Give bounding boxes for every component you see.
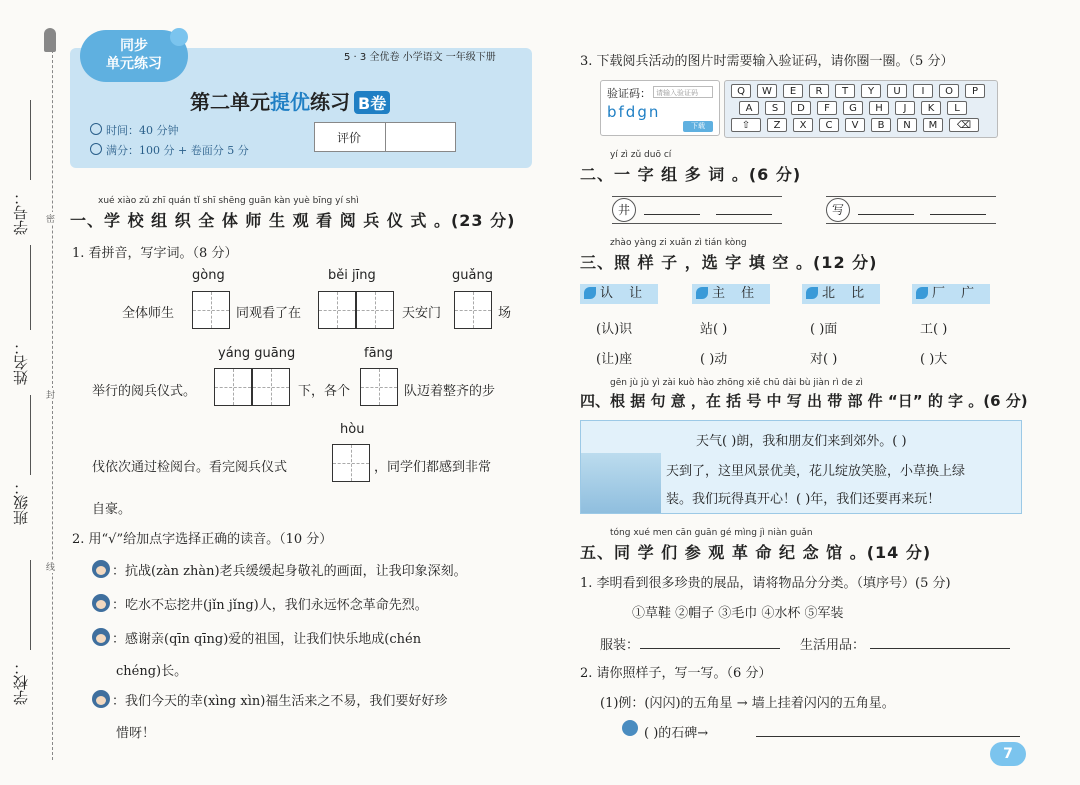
s5-pinyin: tóng xué men cān guān gé mìng jì niàn guǎn (610, 528, 813, 538)
word-ribbon-1 (612, 196, 782, 224)
key-H[interactable]: H (869, 101, 889, 115)
school-blank[interactable] (30, 560, 31, 650)
key-S[interactable]: S (765, 101, 785, 115)
keyboard (724, 80, 998, 138)
s3-title: 三、照 样 子 ，选 字 填 空 。(12 分) (580, 253, 878, 272)
py-hou: hòu (340, 422, 365, 437)
s1-pinyin: xué xiào zǔ zhī quán tǐ shī shēng guān kàn yuè bīng yí shì (98, 196, 359, 206)
key-Y[interactable]: Y (861, 84, 881, 98)
page-title: 第二单元提优练习 B卷 (190, 86, 390, 115)
key-W[interactable]: W (757, 84, 777, 98)
s1-title: 一、学 校 组 织 全 体 师 生 观 看 阅 兵 仪 式 。(23 分) (70, 211, 516, 230)
blank[interactable] (930, 214, 986, 215)
pair-tag: 认 让 (580, 284, 658, 304)
key-K[interactable]: K (921, 101, 941, 115)
char-xie: 写 (826, 198, 850, 222)
feng-mark: 封 (46, 388, 55, 401)
s2-pinyin: yí zì zǔ duō cí (610, 150, 672, 160)
word-ribbon-2 (826, 196, 996, 224)
s3-pinyin: zhào yàng zi xuǎn zì tián kòng (610, 238, 747, 248)
key-L[interactable]: L (947, 101, 967, 115)
char-jing: 井 (612, 198, 636, 222)
fill-cell[interactable]: 工( ) (920, 322, 948, 337)
captcha-box: 验证码： 请输入验证码 bfdgn 下载 (600, 80, 720, 136)
child-avatar-icon (92, 560, 110, 578)
key-T[interactable]: T (835, 84, 855, 98)
key-A[interactable]: A (739, 101, 759, 115)
l3[interactable]: ：感谢亲(qīn qīng)爱的祖国，让我们快乐地成(chén (112, 632, 422, 647)
key-I[interactable]: I (913, 84, 933, 98)
fill-cell[interactable]: ( )大 (920, 352, 948, 367)
key-V[interactable]: V (845, 118, 865, 132)
daily-label: 生活用品： (800, 638, 866, 653)
fill-cell[interactable]: 对( ) (810, 352, 838, 367)
l3b: chéng)长。 (116, 664, 188, 679)
rocket-icon (44, 28, 56, 52)
key-J[interactable]: J (895, 101, 915, 115)
key-E[interactable]: E (783, 84, 803, 98)
check-icon (90, 143, 102, 155)
key-D[interactable]: D (791, 101, 811, 115)
answer-box[interactable] (252, 368, 290, 406)
py-fang: fāng (364, 346, 394, 361)
name-label: 姓名： (12, 340, 30, 385)
download-button[interactable]: 下载 (683, 121, 713, 132)
p1[interactable]: 天气( )朗，我和朋友们来到郊外。( ) (696, 434, 907, 449)
s4-title: 四、根 据 句 意 ，在 括 号 中 写 出 带 部 件 “日” 的 字 。(6 分) (580, 392, 1028, 410)
blank[interactable] (858, 214, 914, 215)
answer-box[interactable] (332, 444, 370, 482)
l4[interactable]: ：我们今天的幸(xìng xìn)福生活来之不易，我们要好好珍 (112, 694, 448, 709)
class-blank[interactable] (30, 395, 31, 475)
s4-pinyin: gēn jù jù yì zài kuò hào zhōng xiě chū dài bù jiàn rì de zì (610, 378, 863, 388)
xian-mark: 线 (46, 560, 55, 573)
t3b: ，同学们都感到非常 (374, 460, 492, 475)
key-M[interactable]: M (923, 118, 943, 132)
l2[interactable]: ：吃水不忘挖井(jǐn jǐng)人，我们永远怀念革命先烈。 (112, 598, 428, 613)
fill-cell[interactable]: 站( ) (700, 322, 728, 337)
t1b: 同观看了在 (236, 306, 302, 321)
l1[interactable]: ：抗战(zàn zhàn)老兵缓缓起身敬礼的画面，让我印象深刻。 (112, 564, 467, 579)
pair-tag: 主 住 (692, 284, 770, 304)
score-info: 满分：100 分 + 卷面分 5 分 (90, 142, 249, 158)
t1a: 全体师生 (122, 306, 175, 321)
blank[interactable] (644, 214, 700, 215)
key-X[interactable]: X (793, 118, 813, 132)
t1c: 天安门 (402, 306, 442, 321)
captcha-code: bfdgn (607, 103, 661, 121)
t2a: 举行的阅兵仪式。 (92, 384, 197, 399)
series-label: 5 · 3 全优卷 小学语文 一年级下册 (344, 52, 496, 63)
key-C[interactable]: C (819, 118, 839, 132)
pair-tag: 北 比 (802, 284, 880, 304)
fill-cell[interactable]: ( )面 (810, 322, 838, 337)
evaluation-box[interactable]: 评价 (314, 122, 456, 152)
fill-cell[interactable]: ( )动 (700, 352, 728, 367)
fill-cell: (认)识 (596, 322, 633, 337)
child-avatar-icon (92, 628, 110, 646)
key-Q[interactable]: Q (731, 84, 751, 98)
py-gong: gòng (192, 268, 225, 283)
name-blank[interactable] (30, 245, 31, 330)
class-label: 班级： (12, 480, 30, 525)
key-B[interactable]: B (871, 118, 891, 132)
fill-cell: (让)座 (596, 352, 633, 367)
p2: 天到了，这里风景优美，花儿绽放笑脸，小草换上绿 (666, 464, 966, 479)
number-blank[interactable] (30, 100, 31, 180)
key-⇧[interactable]: ⇧ (731, 118, 761, 132)
l4b: 惜呀！ (116, 726, 156, 741)
key-⌫[interactable]: ⌫ (949, 118, 979, 132)
clock-icon (90, 123, 102, 135)
answer-box[interactable] (318, 291, 356, 329)
key-G[interactable]: G (843, 101, 863, 115)
mi-mark: 密 (46, 212, 55, 225)
example: (1)例：(闪闪)的五角星 → 墙上挂着闪闪的五角星。 (600, 696, 895, 711)
rocket-badge-icon (170, 28, 188, 46)
t2c: 队迈着整齐的步 (404, 384, 496, 399)
answer-box[interactable] (356, 291, 394, 329)
cloth-blank[interactable] (640, 648, 780, 649)
key-R[interactable]: R (809, 84, 829, 98)
key-P[interactable]: P (965, 84, 985, 98)
py-yangguang: yáng guāng (218, 346, 296, 361)
t1d: 场 (498, 306, 512, 321)
key-Z[interactable]: Z (767, 118, 787, 132)
s2-title: 二、一 字 组 多 词 。(6 分) (580, 165, 802, 184)
py-guang: guǎng (452, 268, 493, 283)
school-label: 学校： (12, 660, 30, 705)
s5-title: 五、同 学 们 参 观 革 命 纪 念 馆 。(14 分) (580, 543, 932, 562)
q51-title: 1. 李明看到很多珍贵的展品，请将物品分分类。（填序号）(5 分) (580, 576, 951, 591)
py-beijing: běi jīng (328, 268, 376, 283)
stone-icon (622, 720, 638, 736)
child-avatar-icon (92, 690, 110, 708)
key-O[interactable]: O (939, 84, 959, 98)
t4: 自豪。 (92, 502, 132, 517)
answer-box[interactable] (192, 291, 230, 329)
sentence-blank[interactable] (756, 736, 1020, 737)
key-N[interactable]: N (897, 118, 917, 132)
key-U[interactable]: U (887, 84, 907, 98)
time-info: 时间：40 分钟 (90, 122, 179, 138)
page-number: 7 (990, 742, 1026, 766)
answer-box[interactable] (214, 368, 252, 406)
t2b: 下，各个 (298, 384, 351, 399)
q1-title: 1. 看拼音，写字词。（8 分） (72, 246, 238, 261)
juan-badge: B卷 (354, 91, 390, 114)
number-label: 学号： (12, 190, 30, 235)
items-list: ①草鞋 ②帽子 ③毛巾 ④水杯 ⑤军装 (632, 606, 844, 621)
t3a: 伐依次通过检阅台。看完阅兵仪式 (92, 460, 288, 475)
answer-box[interactable] (360, 368, 398, 406)
example-2[interactable]: ( )的石碑→ (644, 726, 709, 741)
q3-title: 3. 下载阅兵活动的图片时需要输入验证码，请你圈一圈。（5 分） (580, 54, 954, 69)
daily-blank[interactable] (870, 648, 1010, 649)
cloth-label: 服装： (600, 638, 640, 653)
q52-title: 2. 请你照样子，写一写。（6 分） (580, 666, 772, 681)
pair-tag: 厂 广 (912, 284, 990, 304)
child-avatar-icon (92, 594, 110, 612)
key-F[interactable]: F (817, 101, 837, 115)
blank[interactable] (716, 214, 772, 215)
p3[interactable]: 装。我们玩得真开心！( )年，我们还要再来玩！ (666, 492, 941, 507)
q2-title: 2. 用“√”给加点字选择正确的读音。（10 分） (72, 532, 333, 547)
answer-box[interactable] (454, 291, 492, 329)
unit-badge: 同步 单元练习 (80, 30, 188, 82)
